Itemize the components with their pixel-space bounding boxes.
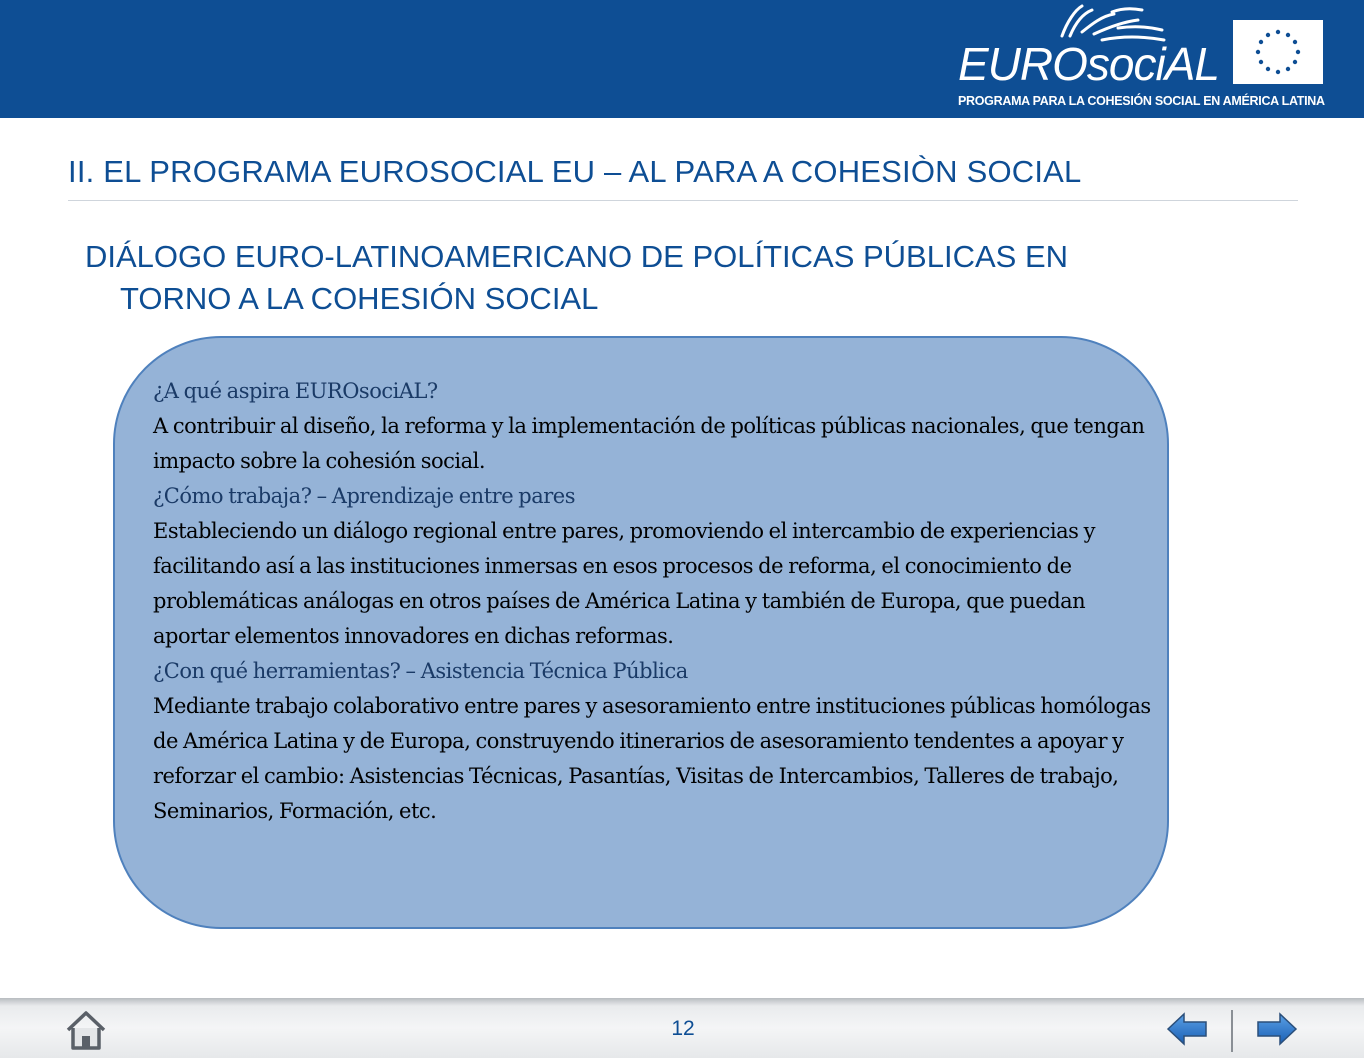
content-text (153, 374, 1153, 829)
answer-tools: Mediante trabajo colaborativo entre pares y asesoramiento entre instituciones públicas homólogas de América Latina y de Europa, construyendo itinerarios de asesoramiento tendentes a apoyar y reforzar el cambio: Asistencias Técnicas, Pasantías, Visitas de Intercambios, Talleres de trabajo, Seminarios, Formación, etc. (153, 694, 1151, 823)
home-icon[interactable] (64, 1008, 108, 1052)
question-method: ¿Cómo trabaja? – Aprendizaje entre pares (153, 484, 575, 508)
title-divider (68, 200, 1298, 201)
slide-title: II. EL PROGRAMA EUROSOCIAL EU – AL PARA A COHESIÒN SOCIAL (68, 154, 1082, 189)
nav-divider (1231, 1010, 1233, 1052)
arrow-right-icon[interactable] (1256, 1010, 1298, 1048)
question-tools: ¿Con qué herramientas? – Asistencia Técnica Pública (153, 659, 688, 683)
logo-tagline: PROGRAMA PARA LA COHESIÓN SOCIAL EN AMÉRICA LATINA (958, 94, 1325, 108)
arrow-left-icon[interactable] (1166, 1010, 1208, 1048)
eurosocial-logo (942, 0, 1325, 118)
subtitle-line-2: TORNO A LA COHESIÓN SOCIAL (120, 281, 599, 316)
logo-wordmark: EUROsociAL (958, 38, 1219, 90)
eu-flag-icon (1233, 20, 1323, 84)
answer-aspiration: A contribuir al diseño, la reforma y la implementación de políticas públicas nacionales, que tengan impacto sobre la cohesión social. (153, 414, 1145, 473)
slide-subtitle (85, 236, 1245, 320)
page-number: 12 (671, 1017, 695, 1040)
subtitle-line-1: DIÁLOGO EURO-LATINOAMERICANO DE POLÍTICAS PÚBLICAS EN (85, 239, 1069, 274)
question-aspiration: ¿A qué aspira EUROsociAL? (153, 379, 438, 403)
header-banner (0, 0, 1364, 118)
answer-method: Estableciendo un diálogo regional entre pares, promoviendo el intercambio de experiencias y facilitando así a las instituciones inmersas en esos procesos de reforma, el conocimiento de problemáticas análogas en otros países de América Latina y también de Europa, que puedan aportar elementos innovadores en dichas reformas. (153, 519, 1095, 648)
